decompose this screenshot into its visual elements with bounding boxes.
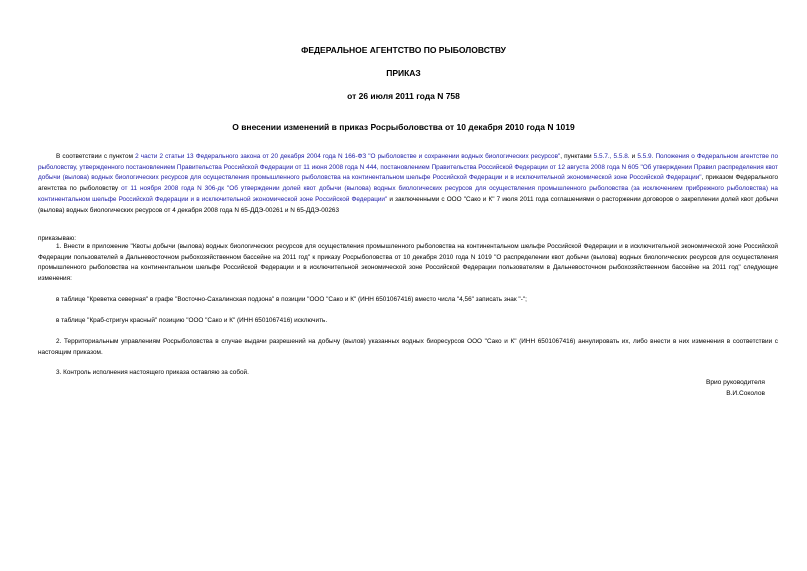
signature-name: В.И.Соколов <box>726 390 765 397</box>
item-3: 3. Контроль исполнения настоящего приказа оставляю за собой. <box>56 369 249 376</box>
regulation-link[interactable]: 5.5.9. Положения о Федеральном агентстве по рыболовству, утвержденного постановлением Правительства Российской Федерации от 11 июня 2008 года N 444, постановлением Правительства Российской Федерации от 12 августа 2008 года N 605 "Об утверждении Правил распределения квот добычи (вылова) водных биологических ресурсов для осуществления промышленного рыболовства на континентальном шельфе Российской Федерации и в исключительной экономической зоне Российской Федерации" <box>38 153 778 182</box>
item-2: 2. Территориальным управлениям Росрыболовства в случае выдачи разрешений на добычу (вылов) указанных водных биоресурсов ООО "Сако и К" (ИНН 6501067416) аннулировать их, либо внести в них изменения в соответствии с настоящим приказом. <box>38 338 778 356</box>
preamble-text-3: и <box>629 153 638 160</box>
agency-name: ФЕДЕРАЛЬНОЕ АГЕНТСТВО ПО РЫБОЛОВСТВУ <box>301 45 506 55</box>
clauses-link[interactable]: 5.5.7., 5.5.8. <box>593 153 630 160</box>
document-type: ПРИКАЗ <box>386 68 421 78</box>
document-date-number: от 26 июля 2011 года N 758 <box>347 91 460 101</box>
preamble-text-1: В соответствии с пунктом <box>56 153 136 160</box>
preamble-text-4: , приказом Федерального агентства по рыболовству <box>38 174 778 193</box>
signature-role: Врио руководителя <box>705 379 765 386</box>
preamble-text-5: и заключенными с ООО "Сако и К" 7 июля 2011 года соглашениями о расторжении договоров о закреплении долей квот добычи (вылова) водных биологических ресурсов от 4 декабря 2008 года N 65-ДДЭ-00261 и N 65-ДДЭ-00263 <box>38 195 778 214</box>
order-306-link[interactable]: от 11 ноября 2008 года N 306-дк "Об утверждении долей квот добычи (вылова) водных биологических ресурсов для осуществления промышленного рыболовства (за исключением прибрежного рыболовства) на континентальном шельфе Российской Федерации и в исключительной экономической зоне Российской Федерации" <box>38 185 778 203</box>
document-title: О внесении изменений в приказ Росрыболовства от 10 декабря 2010 года N 1019 <box>232 122 575 132</box>
item-1: 1. Внести в приложение "Квоты добычи (вылова) водных биологических ресурсов для осуществления промышленного рыболовства на континентальном шельфе Российской Федерации и в исключительной экономической зоне Российской Федерации пользователей в Дальневосточном рыбохозяйственном бассейне на 2011 год" к приказу Росрыболовства от 10 декабря 2010 года N 1019 "О распределении квот добычи (вылова) водных биологических ресурсов для осуществления промышленного рыболовства на континентальном шельфе Российской Федерации и в исключительной экономической зоне Российской Федерации пользователям в Дальневосточном рыбохозяйственном бассейне на 2011 год" следующие изменения: <box>38 243 778 283</box>
item-1-change-1: в таблице "Креветка северная" в графе "Восточно-Сахалинская подзона" в позиции "ООО "Сако и К" (ИНН 6501067416) вместо числа "4,56" записать знак "-"; <box>56 296 527 303</box>
law-link[interactable]: 2 части 2 статьи 13 Федерального закона от 20 декабря 2004 года N 166-ФЗ "О рыболовстве и сохранении водных биологических ресурсов" <box>135 153 561 160</box>
preamble-text-2: , пунктами <box>560 153 594 160</box>
item-1-change-2: в таблице "Краб-стригун красный" позицию "ООО "Сако и К" (ИНН 6501067416) исключить. <box>56 317 328 324</box>
preamble-paragraph <box>38 152 778 224</box>
order-word: приказываю: <box>38 235 76 242</box>
